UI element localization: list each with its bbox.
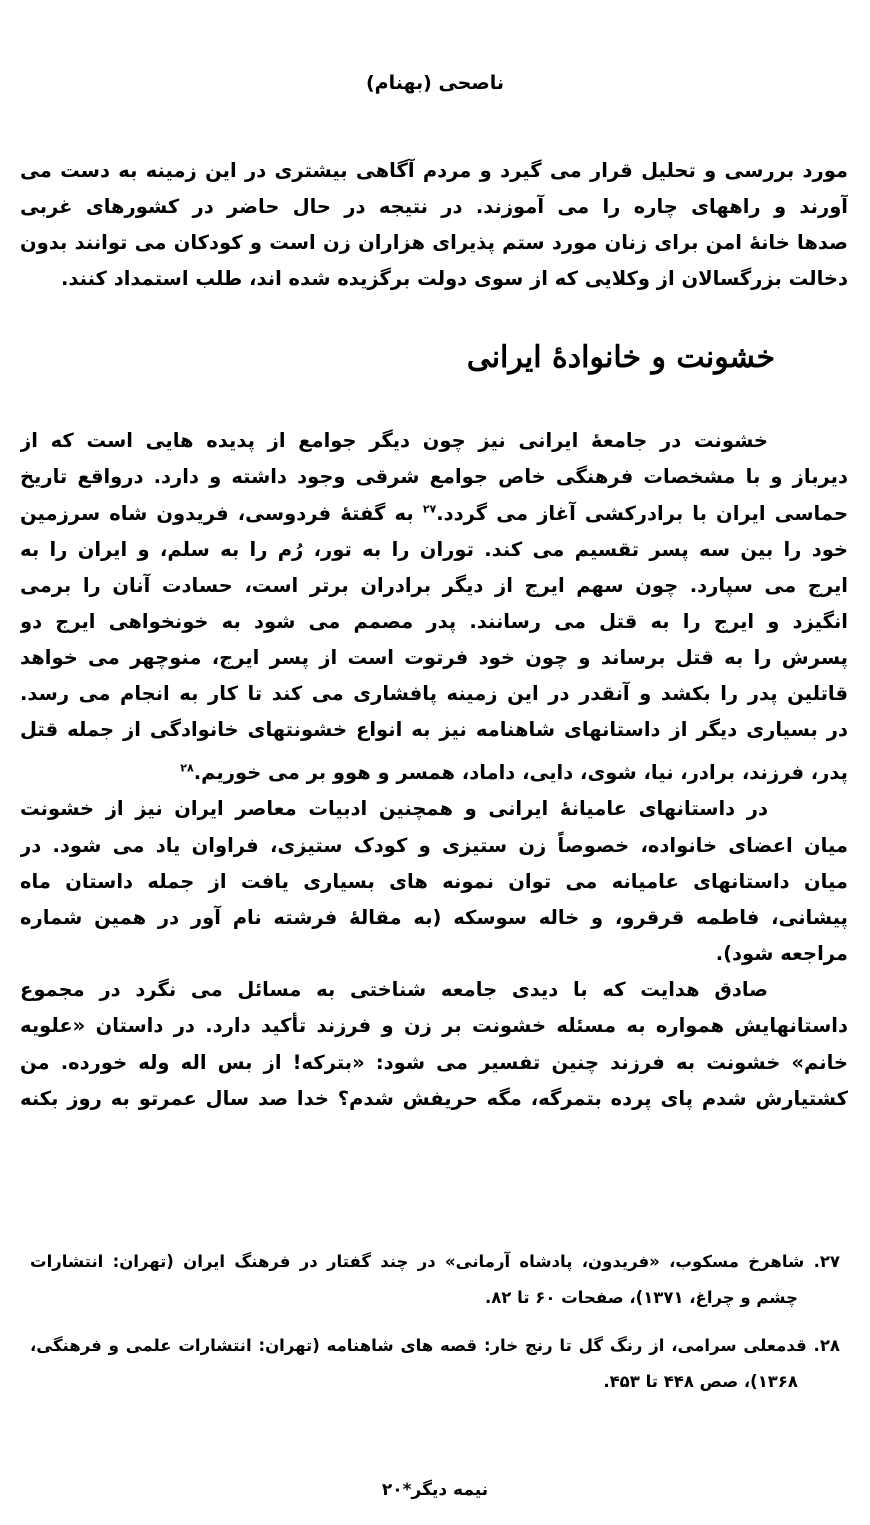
- footnote-28-line-2: ۱۳۶۸)، صص ۴۴۸ تا ۴۵۳.: [603, 1372, 798, 1391]
- body-line-8: قاتلین پدر را بکشد و آنقدر در این زمینه پافشاری می کند تا کار به انجام می رسد.: [20, 682, 848, 705]
- section-heading: خشونت و خانوادهٔ ایرانی: [466, 340, 775, 375]
- body-line-1: خشونت در جامعهٔ ایرانی نیز چون دیگر جوامع از پدیده هایی است که از: [20, 429, 768, 452]
- body-line-15: مراجعه شود).: [715, 942, 848, 965]
- body-line-16: صادق هدایت که با دیدی جامعه شناختی به مسائل می نگرد در مجموع: [20, 978, 768, 1001]
- body-line-6: انگیزد و ایرج را به قتل می رسانند. پدر مصمم می شود به خونخواهی ایرج دو: [20, 610, 848, 633]
- body-line-19: کشتیارش شدم پای پرده بتمرگه، مگه حریفش شدم؟ خدا صد سال عمرتو به روز بکنه: [20, 1087, 848, 1110]
- footnote-ref-27[interactable]: ۲۷: [422, 502, 437, 516]
- body-line-7: پسرش را به قتل برساند و چون خود فرتوت است از پسر ایرج، منوچهر می خواهد: [20, 646, 848, 669]
- intro-line-2: آورند و راههای چاره را می آموزند. در نتیجه در حال حاضر در کشورهای غربی: [20, 195, 848, 218]
- footnote-27-line-1: ۲۷. شاهرخ مسکوب، «فریدون، پادشاه آرمانی» در چند گفتار در فرهنگ ایران (تهران: انتشارات: [30, 1252, 840, 1271]
- footnote-ref-28[interactable]: ۲۸: [180, 761, 194, 775]
- body-line-2: دیرباز و با مشخصات فرهنگی خاص جوامع شرقی وجود داشته و دارد. درواقع تاریخ: [20, 465, 848, 488]
- footnote-27-line-2: چشم و چراغ، ۱۳۷۱)، صفحات ۶۰ تا ۸۲.: [484, 1288, 798, 1307]
- body-line-18: خانم» خشونت به فرزند چنین تفسیر می شود: «بترکه! از بس اله وله خورده. من: [20, 1051, 848, 1074]
- body-line-5: ایرج می سپارد. چون سهم ایرج از دیگر برادران برتر است، حسادت آنان را برمی: [20, 574, 848, 597]
- body-line-13: میان داستانهای عامیانه می توان نمونه های بسیاری یافت از جمله داستان ماه: [20, 870, 848, 893]
- running-head: ناصحی (بهنام): [365, 72, 505, 94]
- body-line-3-a: حماسی ایران با برادرکشی آغاز می گردد.: [436, 502, 848, 525]
- body-line-12: میان اعضای خانواده، خصوصاً زن ستیزی و کودک ستیزی، فراوان یاد می شود. در: [20, 834, 848, 857]
- body-line-11: در داستانهای عامیانهٔ ایرانی و همچنین ادبیات معاصر ایران نیز از خشونت: [20, 797, 768, 820]
- body-line-10: [20, 756, 848, 790]
- body-line-4: خود را بین سه پسر تقسیم می کند. توران را به تور، رُم را به سلم، و ایران را به: [20, 538, 848, 561]
- intro-line-3: صدها خانهٔ امن برای زنان مورد ستم پذیرای هزاران زن است و کودکان می توانند بدون: [20, 231, 848, 254]
- body-line-3: [20, 497, 848, 531]
- body-line-3-b: به گفتهٔ فردوسی، فریدون شاه سرزمین: [20, 502, 414, 525]
- body-line-9: در بسیاری دیگر از داستانهای شاهنامه نیز به انواع خشونتهای خانوادگی از جمله قتل: [20, 718, 848, 741]
- body-line-14: پیشانی، فاطمه قرقرو، و خاله سوسکه (به مقالهٔ فرشته نام آور در همین شماره: [20, 906, 848, 929]
- intro-line-4: دخالت بزرگسالان از وکلایی که از سوی دولت برگزیده شده اند، طلب استمداد کنند.: [60, 267, 848, 290]
- footnote-28-line-1: ۲۸. قدمعلی سرامی، از رنگ گل تا رنج خار: قصه های شاهنامه (تهران: انتشارات علمی و فرهنگی،: [30, 1336, 840, 1355]
- body-line-17: داستانهایش همواره به مسئله خشونت بر زن و فرزند تأکید دارد. در داستان «علویه: [20, 1014, 848, 1037]
- page-folio: نیمه دیگر*۲۰: [381, 1480, 489, 1500]
- body-line-10-text: پدر، فرزند، برادر، نیا، شوی، دایی، داماد، همسر و هوو بر می خوریم.: [193, 761, 848, 784]
- intro-line-1: مورد بررسی و تحلیل قرار می گیرد و مردم آگاهی بیشتری در این زمینه به دست می: [20, 159, 848, 182]
